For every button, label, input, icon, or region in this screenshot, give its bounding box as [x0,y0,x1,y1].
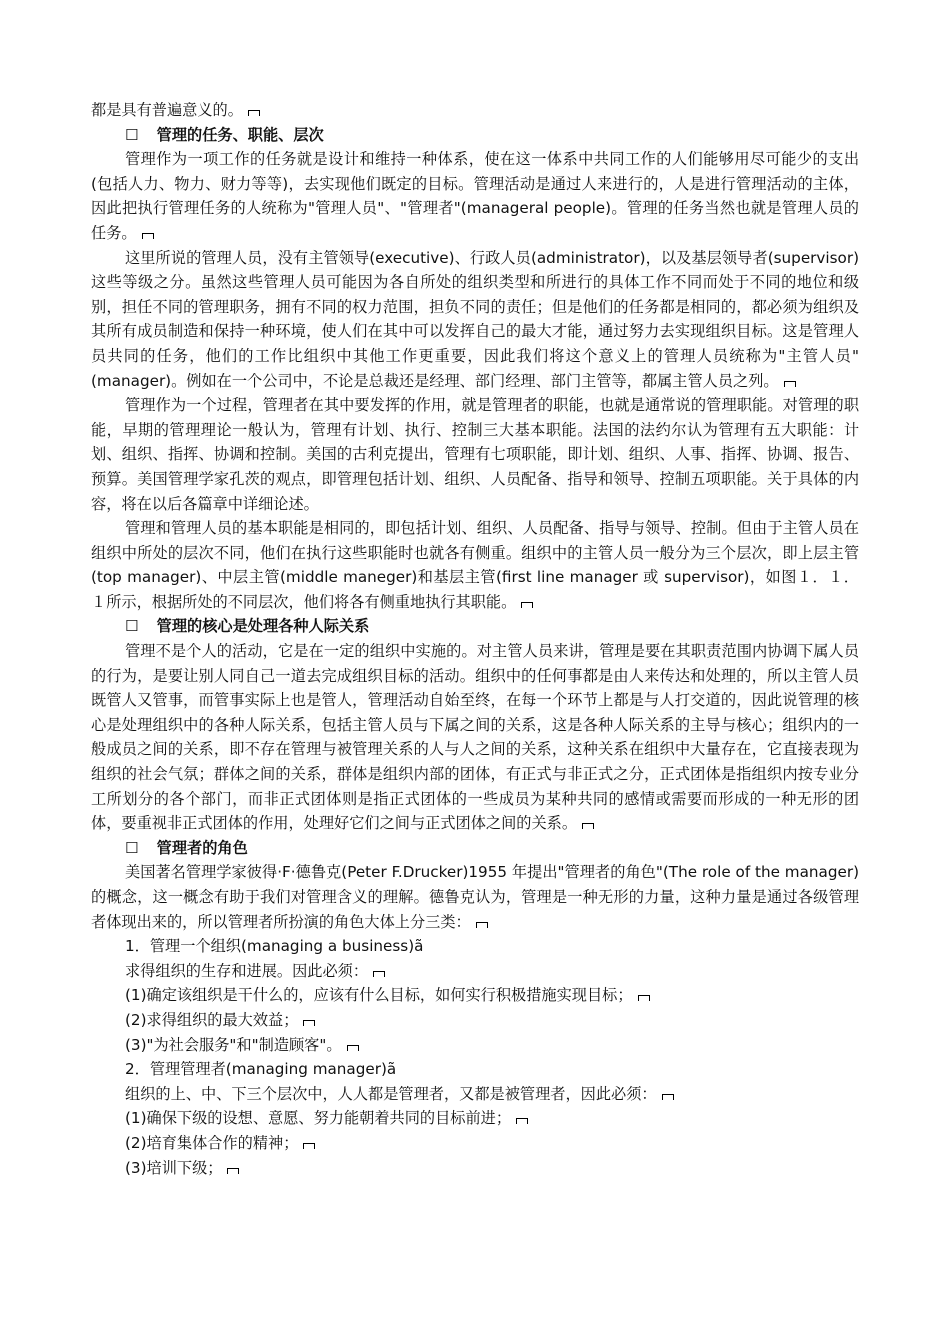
list-item [91,959,859,984]
paragraph-mark-icon [303,1020,315,1026]
paragraph-mark-icon [521,602,533,608]
list-item-text: 2．管理管理者(managing manager)ã [125,1060,397,1079]
paragraph-text: 美国著名管理学家彼得·F·德鲁克(Peter F.Drucker)1955 年提出"管理者的角色"(The role of the manager)的概念，这一概念有助于我们对管理含义的理解。德鲁克认为，管理是一种无形的力量，这种力量是通过各级管理者体现出来的，所以管理者所扮演的角色大体上分三类： [91,863,859,931]
list-item [91,934,859,959]
list-item [91,1106,859,1131]
list-item-text: (1)确保下级的设想、意愿、努力能朝着共同的目标前进； [125,1109,512,1128]
section-heading [91,614,859,639]
list-item-text: 1．管理一个组织(managing a business)ã [125,937,424,956]
list-item [91,1156,859,1181]
checkbox-icon: ☐ [125,617,139,636]
paragraph-mark-icon [227,1168,239,1174]
paragraph-mark-icon [142,233,154,239]
paragraph-text: 管理作为一项工作的任务就是设计和维持一种体系，使在这一体系中共同工作的人们能够用尽可能少的支出(包括人力、物力、财力等等)，去实现他们既定的目标。管理活动是通过人来进行的，人是进行管理活动的主体，因此把执行管理任务的人统称为"管理人员"、"管理者"(manageral people)。管理的任务当然也就是管理人员的任务。 [91,150,859,242]
section-heading [91,123,859,148]
list-item-text: (2)求得组织的最大效益； [125,1010,299,1029]
paragraph [91,860,859,934]
paragraph-mark-icon [638,995,650,1001]
heading-text: 管理的任务、职能、层次 [156,125,324,144]
paragraph-mark-icon [516,1118,528,1124]
document-page [91,98,859,1180]
paragraph-text: 管理和管理人员的基本职能是相同的，即包括计划、组织、人员配备、指导与领导、控制。但由于主管人员在组织中所处的层次不同，他们在执行这些职能时也就各有侧重。组织中的主管人员一般分为三个层次，即上层主管(top manager)、中层主管(middle maneger)和基层主管(first line manager 或 supervisor)，如图１．１．１所示，根据所处的不同层次，他们将各有侧重地执行其职能。 [91,519,859,611]
list-item-text: (3)"为社会服务"和"制造顾客"。 [125,1035,342,1054]
list-item-text: 组织的上、中、下三个层次中，人人都是管理者，又都是被管理者，因此必须： [125,1084,657,1103]
paragraph [91,98,859,123]
heading-text: 管理的核心是处理各种人际关系 [156,617,370,636]
paragraph-mark-icon [347,1045,359,1051]
paragraph-mark-icon [303,1143,315,1149]
paragraph-text: 都是具有普遍意义的。 [91,101,243,119]
list-item [91,1033,859,1058]
list-item [91,1131,859,1156]
paragraph [91,516,859,614]
heading-text: 管理者的角色 [156,838,248,857]
paragraph-text: 这里所说的管理人员，没有主管领导(executive)、行政人员(administrator)，以及基层领导者(supervisor)这些等级之分。虽然这些管理人员可能因为各自所处的组织类型和所进行的具体工作不同而处于不同的地位和级别，担任不同的管理职务，拥有不同的权力范围，担负不同的责任；但是他们的任务都是相同的，都必须为组织及其所有成员制造和保持一种环境，使人们在其中可以发挥自己的最大才能，通过努力去实现组织目标。这是管理人员共同的任务，他们的工作比组织中其他工作更重要，因此我们将这个意义上的管理人员统称为"主管人员"(manager)。例如在一个公司中，不论是总裁还是经理、部门经理、部门主管等，都属主管人员之列。 [91,248,859,390]
list-item [91,1057,859,1082]
list-item-text: 求得组织的生存和进展。因此必须： [125,961,368,980]
checkbox-icon: ☐ [125,125,139,144]
paragraph [91,393,859,516]
checkbox-icon: ☐ [125,838,139,857]
list-item [91,1008,859,1033]
list-item [91,983,859,1008]
paragraph [91,246,859,394]
paragraph-mark-icon [248,110,260,116]
paragraph-mark-icon [582,823,594,829]
paragraph [91,639,859,836]
paragraph-mark-icon [662,1094,674,1100]
paragraph-mark-icon [476,922,488,928]
paragraph-text: 管理不是个人的活动，它是在一定的组织中实施的。对主管人员来讲，管理是要在其职责范围内协调下属人员的行为，是要让别人同自己一道去完成组织目标的活动。组织中的任何事都是由人来传达和处理的，所以主管人员既管人又管事，而管事实际上也是管人，管理活动自始至终，在每一个环节上都是与人打交道的，因此说管理的核心是处理组织中的各种人际关系，包括主管人员与下属之间的关系，这是各种人际关系的主导与核心；组织内的一般成员之间的关系，即不存在管理与被管理关系的人与人之间的关系，这种关系在组织中大量存在，它直接表现为组织的社会气氛；群体之间的关系，群体是组织内部的团体，有正式与非正式之分，正式团体是指组织内按专业分工所划分的各个部门，而非正式团体则是指正式团体的一些成员为某种共同的感情或需要而形成的一种无形的团体，要重视非正式团体的作用，处理好它们之间与正式团体之间的关系。 [91,642,859,833]
list-item-text: (1)确定该组织是干什么的，应该有什么目标，如何实行积极措施实现目标； [125,986,633,1005]
section-heading [91,836,859,861]
paragraph [91,147,859,245]
list-item-text: (2)培育集体合作的精神； [125,1133,299,1152]
paragraph-mark-icon [373,971,385,977]
list-item-text: (3)培训下级； [125,1158,223,1177]
paragraph-text: 管理作为一个过程，管理者在其中要发挥的作用，就是管理者的职能，也就是通常说的管理职能。对管理的职能，早期的管理理论一般认为，管理有计划、执行、控制三大基本职能。法国的法约尔认为管理有五大职能：计划、组织、指挥、协调和控制。美国的古利克提出，管理有七项职能，即计划、组织、人事、指挥、协调、报告、预算。美国管理学家孔茨的观点，即管理包括计划、组织、人员配备、指导和领导、控制五项职能。关于具体的内容，将在以后各篇章中详细论述。 [91,396,859,513]
paragraph-mark-icon [784,381,796,387]
list-item [91,1082,859,1107]
